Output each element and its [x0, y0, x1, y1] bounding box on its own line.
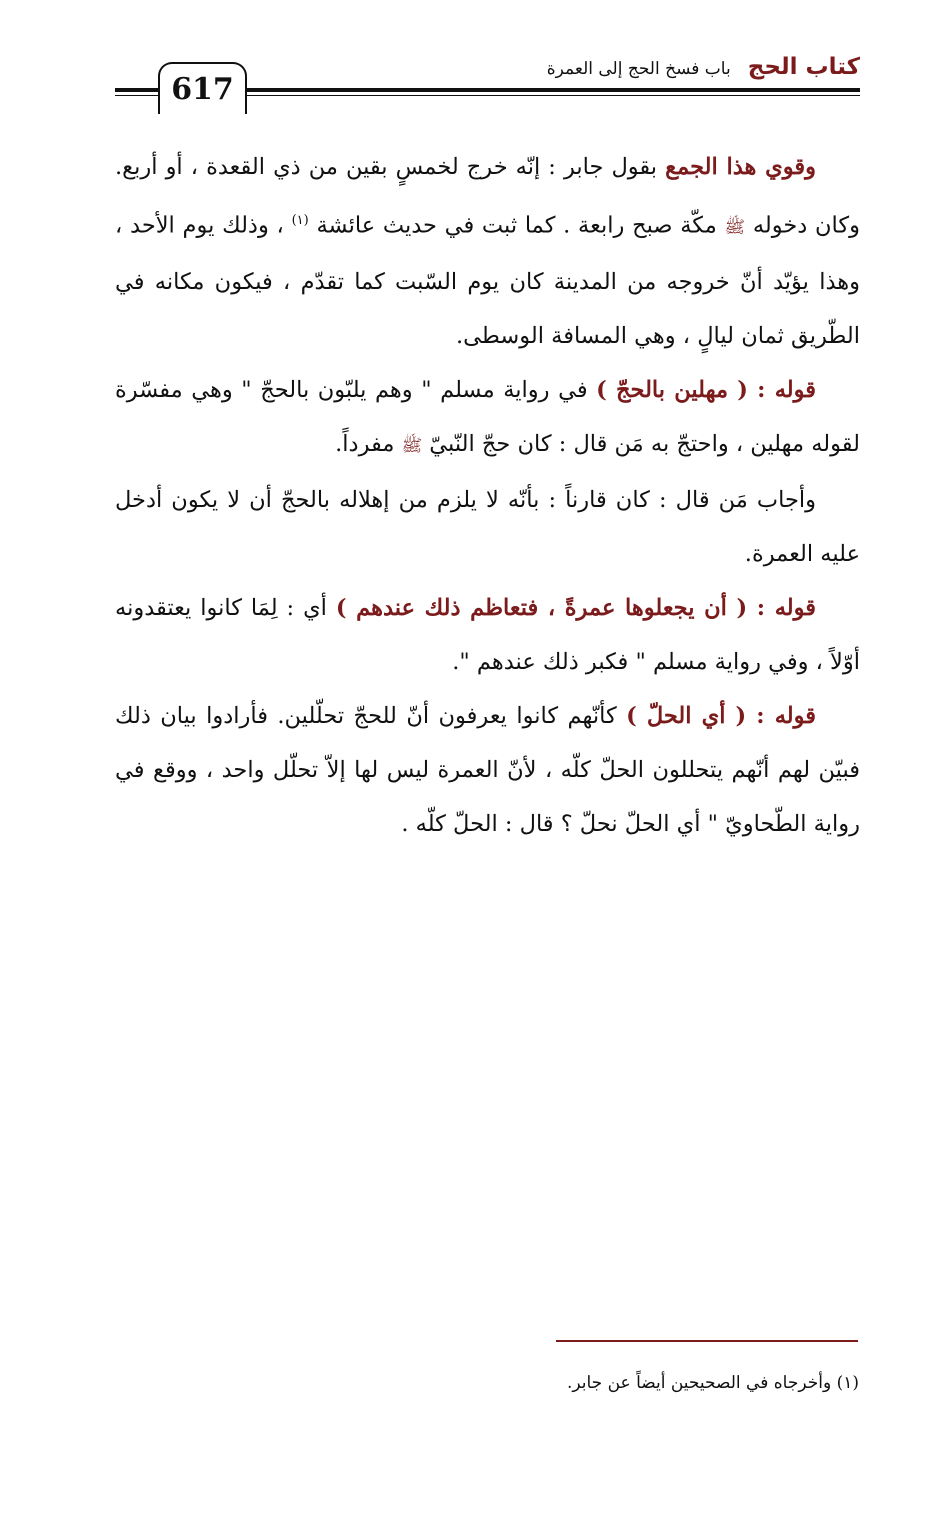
- paragraph-1-lead: وقوي هذا الجمع: [665, 154, 817, 180]
- paragraph-3-text: وأجاب مَن قال : كان قارناً : بأنّه لا يلزم من إهلاله بالحجّ أن لا يكون أدخل عليه العمرة.: [115, 486, 860, 567]
- chapter-title: باب فسخ الحج إلى العمرة: [546, 59, 731, 79]
- paragraph-5-lead: قوله : ( أي الحلّ ): [626, 702, 816, 729]
- paragraph-2-text-b: مفرداً.: [335, 430, 402, 457]
- footnote: (١) وأخرجاه في الصحيحين أيضاً عن جابر.: [566, 1373, 859, 1393]
- paragraph-2: [115, 363, 860, 473]
- page-header: [115, 50, 860, 125]
- paragraph-5: [115, 689, 860, 851]
- paragraph-2-lead: قوله : ( مهلين بالحجّ ): [596, 376, 817, 403]
- paragraph-4-text: أي : لِمَا كانوا يعتقدونه أوّلاً ، وفي رواية مسلم " فكبر ذلك عندهم ".: [115, 594, 860, 675]
- paragraph-5-text: كأنّهم كانوا يعرفون أنّ للحجّ تحلّلين. فأرادوا بيان ذلك فبيّن لهم أنّهم يتحللون الحلّ كلّه ، لأنّ العمرة ليس لها إلاّ تحلّل واحد ، ووقع في رواية الطّحاويّ " أي الحلّ نحلّ ؟ قال : الحلّ كلّه .: [115, 702, 860, 837]
- header-titles: [547, 54, 860, 80]
- main-text: [115, 140, 860, 851]
- page-number: 617: [158, 62, 247, 114]
- salutation-glyph: ﷺ: [724, 217, 746, 238]
- paragraph-1-text-a: بقول جابر : إنّه خرج لخمسٍ بقين من ذي القعدة ، أو أربع. وكان دخوله: [115, 154, 860, 239]
- paragraph-1: [115, 140, 860, 363]
- paragraph-3: [115, 473, 860, 581]
- footnote-separator: [556, 1340, 858, 1342]
- salutation-glyph: ﷺ: [401, 435, 423, 456]
- paragraph-1-text-b: مكّة صبح رابعة . كما ثبت في حديث عائشة: [308, 212, 725, 239]
- paragraph-4: [115, 581, 860, 689]
- paragraph-1-text-c: ، وذلك يوم الأحد ، وهذا يؤيّد أنّ خروجه من المدينة كان يوم السّبت كما تقدّم ، فيكون مكانه في الطّريق ثمان ليالٍ ، وهي المسافة الوسطى.: [115, 212, 860, 349]
- paragraph-4-lead: قوله : ( أن يجعلوها عمرةً ، فتعاظم ذلك عندهم ): [335, 594, 816, 621]
- book-title: كتاب الحج: [747, 54, 860, 80]
- paragraph-2-text-a: في رواية مسلم " وهم يلبّون بالحجّ " وهي مفسّرة لقوله مهلين ، واحتجّ به مَن قال : كان حجّ النّبيّ: [115, 376, 860, 457]
- footnote-reference: (١): [291, 213, 309, 228]
